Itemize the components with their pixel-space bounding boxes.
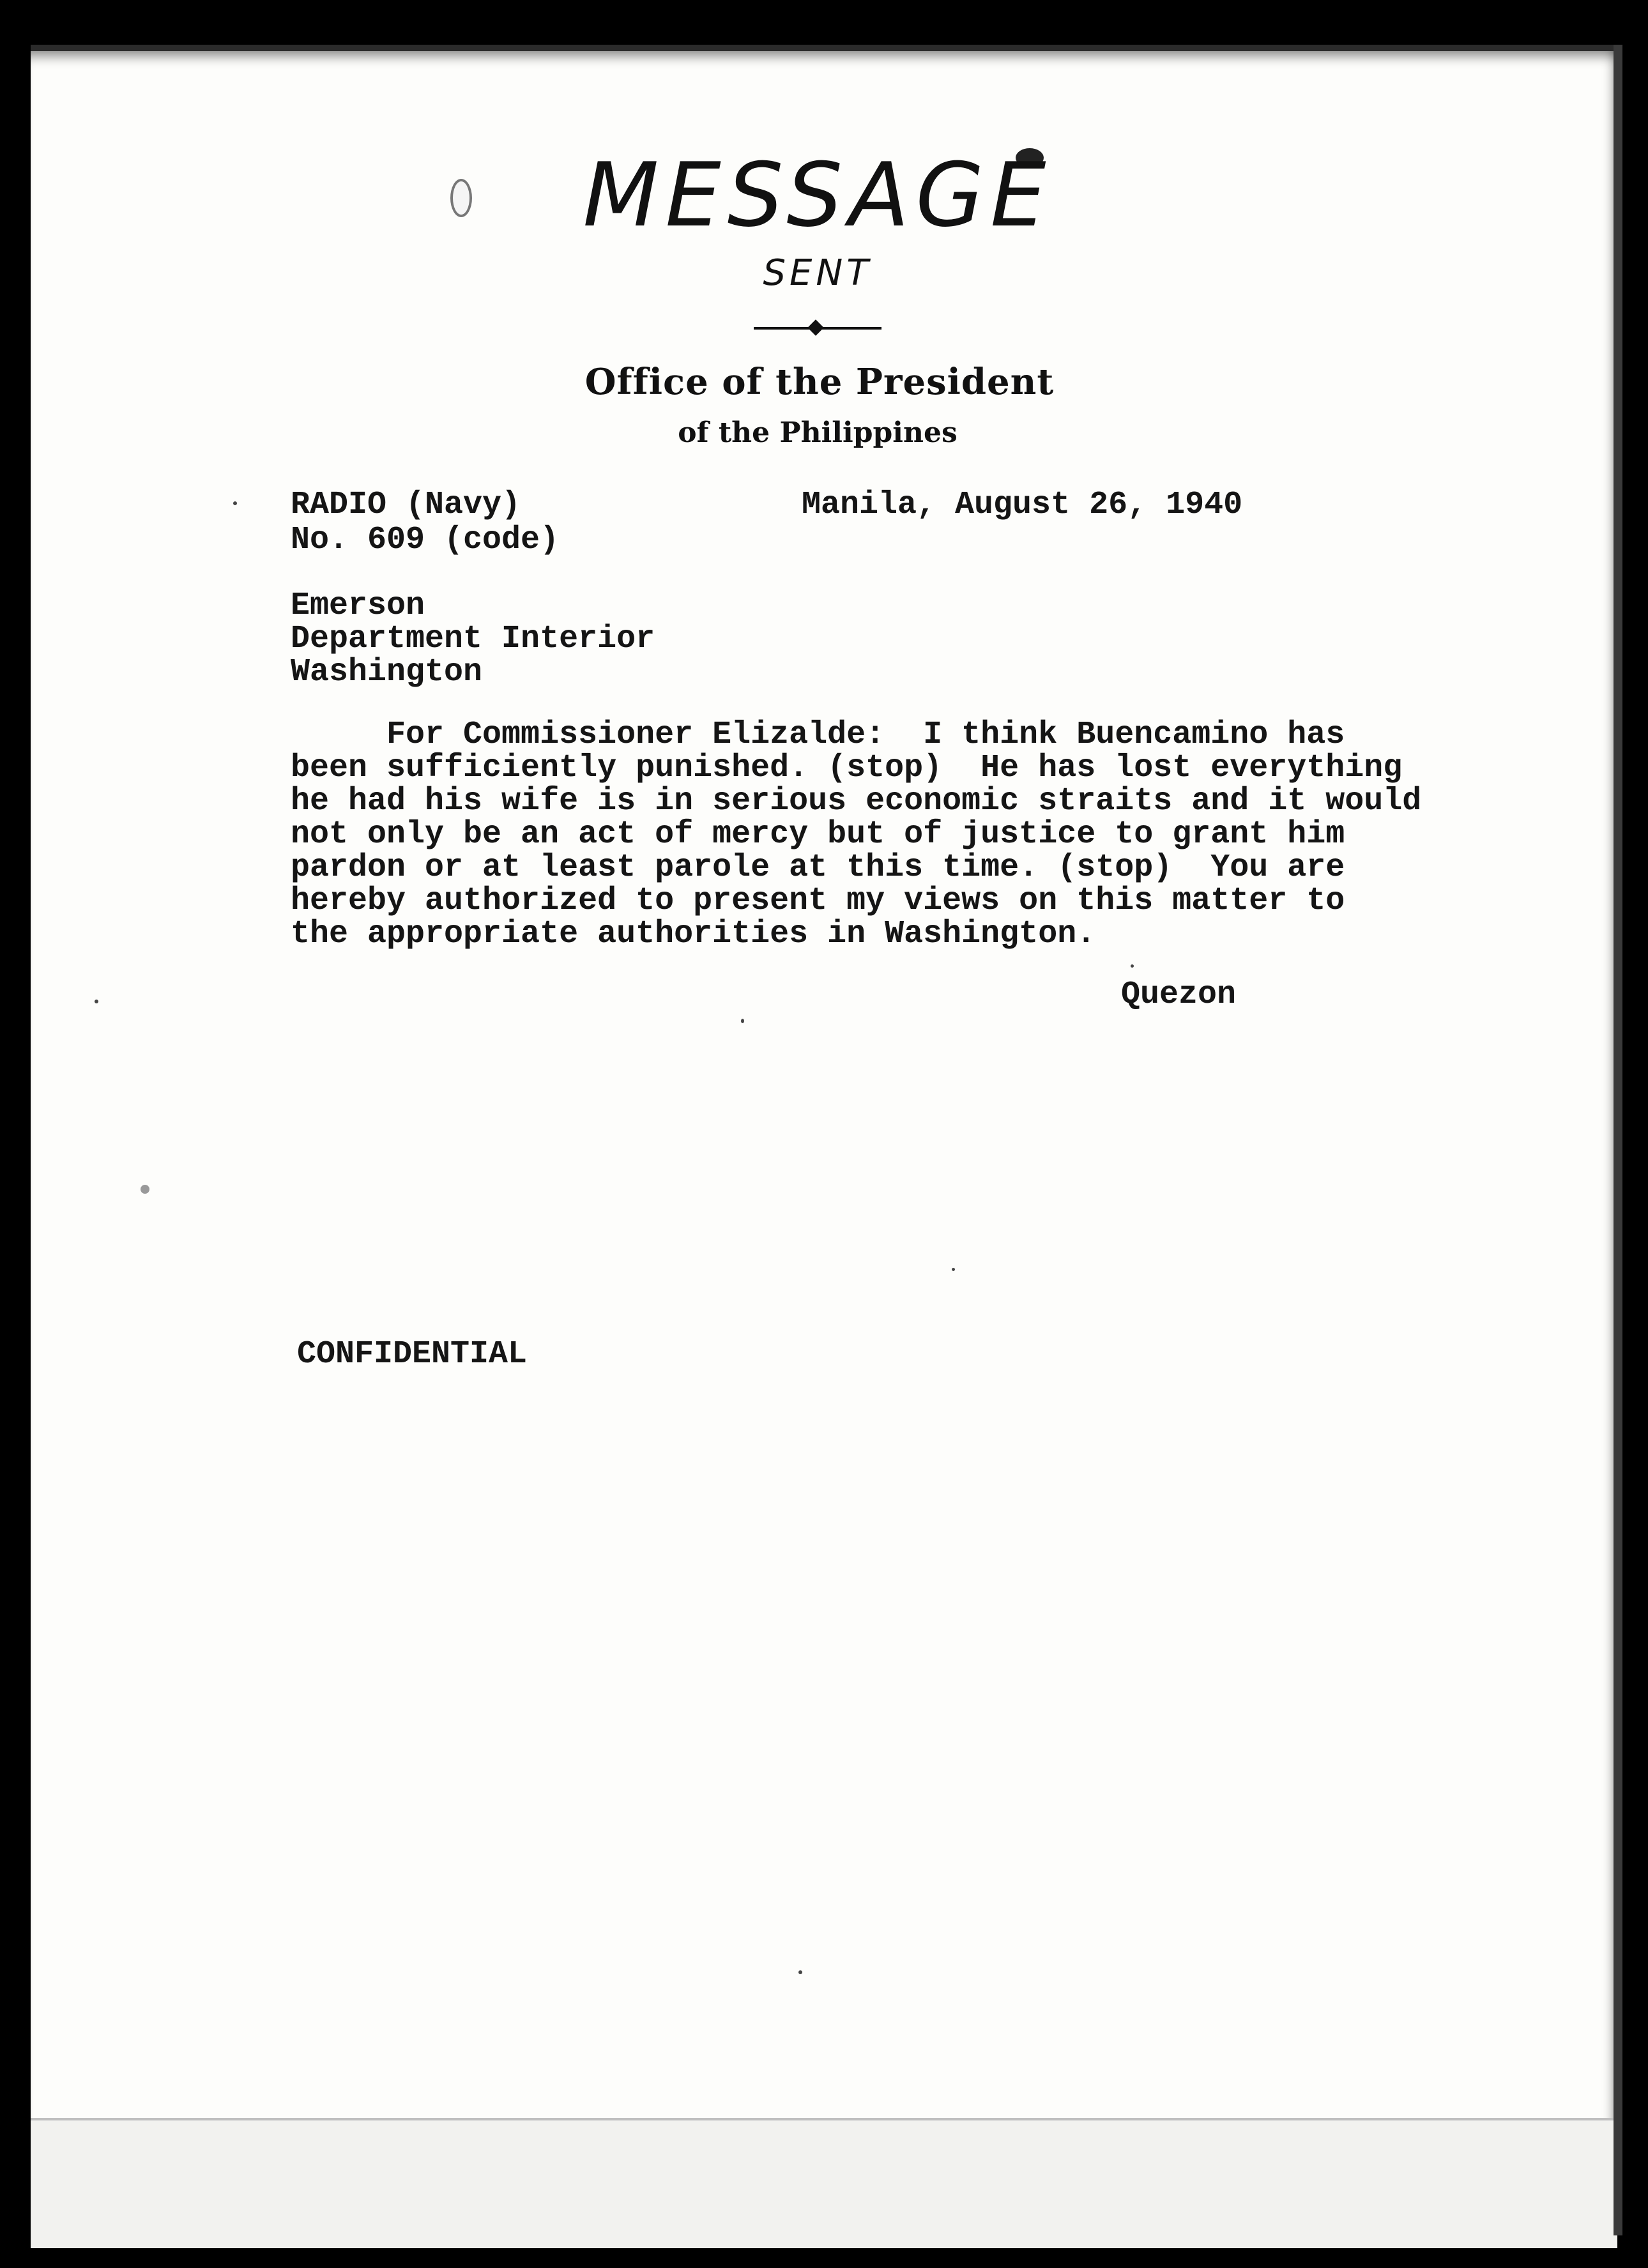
paper-speck	[952, 1268, 955, 1271]
classification-mark: CONFIDENTIAL	[297, 1336, 528, 1373]
transmission-type: RADIO (Navy)	[291, 487, 521, 523]
recipient-city: Washington	[291, 654, 483, 690]
office-line-2: of the Philippines	[678, 416, 958, 449]
body-line: he had his wife is in serious economic straits and it would	[291, 783, 1422, 819]
masthead-subtitle: SENT	[763, 252, 873, 294]
paper-speck	[233, 501, 237, 505]
body-line: not only be an act of mercy but of justice to grant him	[291, 816, 1345, 853]
office-line-1: Office of the President	[584, 361, 1055, 403]
masthead-title: MESSAGE	[583, 144, 1053, 247]
paper-speck	[741, 1019, 744, 1023]
body-line: been sufficiently punished. (stop) He has lost everything	[291, 750, 1403, 786]
signature: Quezon	[1121, 977, 1237, 1013]
recipient-name: Emerson	[291, 588, 425, 624]
paper-speck	[798, 1970, 802, 1974]
paper-speck	[141, 1185, 149, 1194]
paper-speck	[95, 1000, 98, 1003]
underlying-sheet	[31, 2120, 1617, 2248]
paper-speck	[1131, 964, 1134, 968]
place-date: Manila, August 26, 1940	[802, 487, 1243, 523]
body-line: For Commissioner Elizalde: I think Buencamino has	[291, 717, 1345, 753]
body-line: pardon or at least parole at this time. (stop) You are	[291, 849, 1345, 886]
body-line: hereby authorized to present my views on this matter to	[291, 883, 1345, 919]
body-line: the appropriate authorities in Washington.	[291, 916, 1096, 952]
recipient-department: Department Interior	[291, 621, 655, 657]
message-number: No. 609 (code)	[291, 522, 560, 558]
